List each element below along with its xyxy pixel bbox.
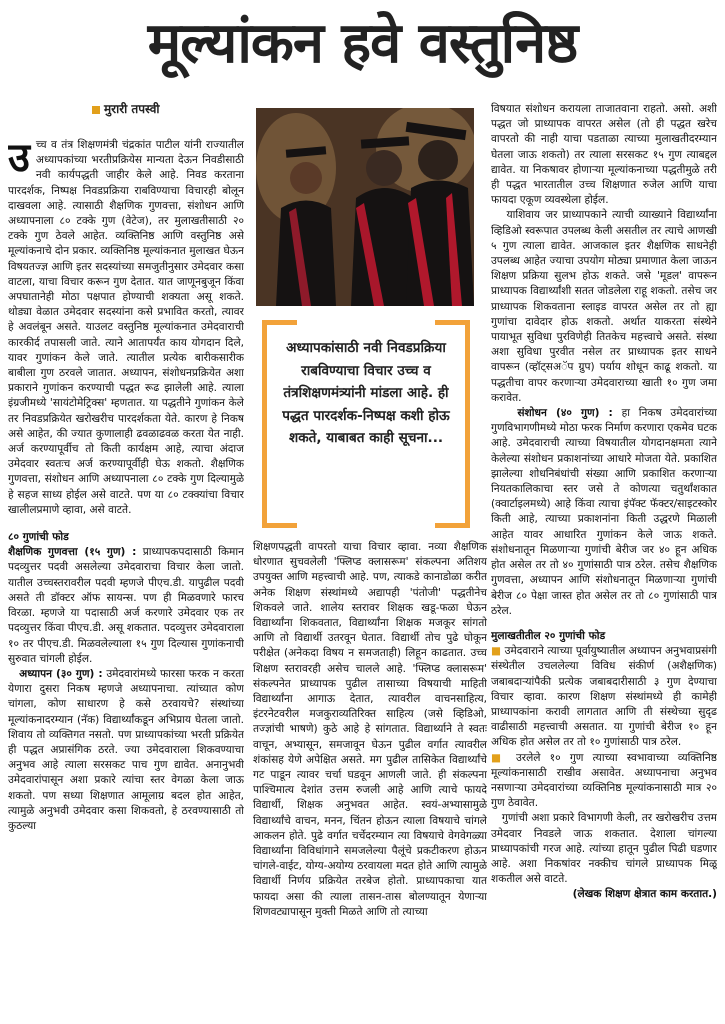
graduates-photo (256, 108, 474, 306)
conclusion-text: गुणांची अशा प्रकारे विभागणी केली, तर खरोखरीच उत्तम उमेदवार निवडले जाऊ शकतात. देशाला चांगल्या प्राध्यापकांची गरज आहे. त्यांच्या हातून पुढील पिढी घडणार आहे. अशा निकषांवर नक्कीच चांगले प्राध्यापक मिळू शकतील असे वाटते. (491, 812, 717, 886)
subheading-teaching: अध्यापन (३० गुण) : (19, 667, 103, 680)
intro-text: च्च व तंत्र शिक्षणमंत्री चंद्रकांत पाटील यांनी राज्यातील अध्यापकांच्या भरतीप्रक्रियेस मान्यता देऊन निवडीसाठी नवी कार्यपद्धती जाहीर केले आहे. निवड करताना पारदर्शक, निष्पक्ष निवडप्रक्रिया राबविण्याचा विचारही बोलून दाखवला आहे. त्यासाठी शैक्षणिक गुणवत्ता, संशोधन आणि अध्यापनाला ८० टक्के गुण (वेटेज), तर मुलाखतीसाठी २० टक्के गुण ठेवले आहेत. व्यक्तिनिष्ठ आणि वस्तुनिष्ठ असे मूल्यांकनाचे दोन प्रकार. व्यक्तिनिष्ठ मूल्यांकनात मुलाखत घेऊन विषयतज्ज्ञ आणि इतर सदस्यांच्या समजुतीनुसार उमेदवार कसा वाटला, याचा विचार करून गुण देतात. यात जाणूनबुजून किंवा अपघातानेही मोठा पक्षपात होण्याची शक्यता असू शकते. थोड्या वेळात उमेदवार सदस्यांना कसे प्रभावित करतो, त्यावर हे अवलंबून असते. याउलट वस्तुनिष्ठ मूल्यांकनात उमेदवाराची कारकीर्द तपासली जाते. त्याने आतापर्यंत काय योगदान दिले, यावर गुणांकन केले जाते. त्यातील प्रत्येक बारीकसारीक बाबीला गुण ठरवले जातात. अध्यापन, संशोधनप्रक्रियेत अशा प्रकाराने गुणांकन करण्याची पद्धत रूढ झालेली आहे. त्याला इंग्रजीमध्ये 'सायंटोमेट्रिक्स' म्हणतात. या पद्धतीने गुणांकन केले तर निवडप्रक्रियेत खरोखरीच पारदर्शकता येते. कारण हे निकष असे आहेत, की ज्यात कुणालाही ढवळाढवळ करता येत नाही. अर्ज करण्यापूर्वीच तो किती कार्यक्षम आहे, त्याचा अंदाज उमेदवार स्वतःच अर्ज करण्यापूर्वीही घेऊ शकतो. शैक्षणिक गुणवत्ता, संशोधन आणि अध्यापनाला ८० टक्के गुण दिल्यामुळे हे सहज साध्य होईल असे वाटते. पण या ८० टक्क्यांचा विचार खालीलप्रमाणे व्हावा, असे वाटते. (8, 139, 244, 516)
interview-text-2: उरलेले १० गुण त्याच्या स्वभावाच्या व्यक्तिनिष्ठ मूल्यांकनासाठी राखीव असावेत. अध्यापनाचा अनुभव नसणाऱ्या उमेदवारांच्या व्यक्तिनिष्ठ मूल्यांकनासाठी मात्र २० गुण ठेवावेत. (491, 751, 717, 810)
teaching-text: उमेदवारांमध्ये फारसा फरक न करता येणारा दुसरा निकष म्हणजे अध्यापनाचा. त्यांच्यात कोण चांगला, कोण साधारण हे कसे ठरवायचे? संस्थांच्या मूल्यांकनादरम्यान (नॅक) विद्यार्थ्यांकडून अभिप्राय घेतला जातो. शिवाय तो व्यक्तिगत नसतो. पण प्राध्यापकांच्या भरती प्रक्रियेत ही पद्धत अप्रासंगिक ठरते. ज्या उमेदवाराला शिकवण्याचा अनुभव आहे त्याला सरसकट पाच गुण द्यावेत. अनानुभवी उमेदवारांपासून अशा प्रकारे त्यांचा स्तर वेगळा केला जाऊ शकतो. पण सध्या शिक्षणात आमूलाग्र बदल होत आहेत, त्यामुळे अनुभवी उमेदवार कसा शिकवतो, हे ठरवण्यासाठी तो कुठल्या (8, 667, 244, 832)
byline-square-icon (92, 106, 100, 114)
column-3 (491, 102, 717, 1018)
dropcap: उ (8, 138, 30, 181)
byline (92, 100, 160, 117)
research-text: हा निकष उमेदवारांच्या गुणविभागणीमध्ये मोठा फरक निर्माण करणारा एकमेव घटक आहे. उमेदवाराची त्याच्या विषयातील योगदानक्षमता त्याने केलेल्या संशोधन प्रकाशनांच्या आधारे मोजता येते. प्रकाशित झालेल्या शोधनिबंधांची संख्या आणि प्रकाशित करणाऱ्या नियतकालिकाचा स्तर जसे ते कोणत्या चतुर्थांशकात (क्वार्टाइलमध्ये) आहे किंवा त्याचा इंपॅक्ट फॅक्टर/साइटस्कोर किती आहे, त्याच्या प्रकाशनांना किती उद्धरणे मिळाली आहेत यावर आधारित गुणांकन केले जाऊ शकते. संशोधनातून मिळणाऱ्या गुणांची बेरीज जर ४० हून अधिक होत असेल तर तो ४० गुणांसाठी पात्र ठरेल. तसेच शैक्षणिक गुणवत्ता, अध्यापन आणि संशोधनातून मिळणाऱ्या गुणांची बेरीज ८० पेक्षा जास्त होत असेल तर तो ८० गुणांसाठी पात्र ठरेल. (491, 407, 717, 617)
subheading-research: संशोधन (४० गुण) : (517, 407, 613, 420)
pull-quote-box (262, 320, 470, 528)
pull-quote-gap-top (297, 320, 435, 326)
author-note: (लेखक शिक्षण क्षेत्रात काम करतात.) (572, 888, 717, 901)
research-paragraph (491, 406, 717, 619)
column-1 (8, 138, 244, 1014)
author-name: मुरारी तपस्वी (104, 102, 160, 116)
subheading-academic: शैक्षणिक गुणवत्ता (१५ गुण) : (8, 546, 137, 559)
section-heading-interview: मुलाखतीतील २० गुणांची फोड (491, 629, 606, 642)
teaching-paragraph (8, 667, 244, 834)
graduates-illustration (256, 108, 474, 306)
interview-paragraph-2 (491, 751, 717, 812)
interview-text-1: उमेदवाराने त्याच्या पूर्वायुष्यातील अध्यापन अनुभवाप्रसंगी संस्थेतील उचललेल्या विविध संकीर्ण (अशैक्षणिक) जबाबदाऱ्यांपैकी प्रत्येक जबाबदारीसाठी ३ गुण देण्याचा विचार व्हावा. कारण शिक्षण संस्थांमध्ये ही कामेही प्राध्यापकांना करावी लागतात आणि ती संस्थेच्या सुदृढ वाढीसाठी महत्त्वाची असतात. या गुणांची बेरीज १० हून अधिक होत असेल तर तो १० गुणांसाठी पात्र ठरेल. (491, 645, 717, 749)
research-intro-paragraph: विषयात संशोधन करायला ताजातवाना राहतो. असो. अशी पद्धत जो प्राध्यापक वापरत असेल (तो ही पद्धत खरेच वापरतो की नाही याचा पडताळा त्याच्या मुलाखतीदरम्यान घेतला जाऊ शकतो) तर त्याला सरसकट १५ गुण त्याबद्दल द्यावेत. या निकषावर होणाऱ्या मूल्यांकनाच्या पद्धतीमुळे तरी ही पद्धत भारतातील उच्च शिक्षणात रुजेल आणि याचा फायदा एकूण व्यवस्थेला होईल. (491, 103, 717, 207)
video-lectures-text: याशिवाय जर प्राध्यापकाने त्याची व्याख्याने विद्यार्थ्यांना व्हिडिओ स्वरूपात उपलब्ध केली असतील तर त्याचे आणखी ५ गुण त्याला द्यावेत. आजकाल इतर शैक्षणिक साधनेही उपलब्ध आहेत ज्याचा उपयोग मोठ्या प्रमाणात केला जाऊन शिक्षण प्रक्रिया सुलभ होऊ शकते. जसे 'मूडल' वापरून प्राध्यापक विद्यार्थ्यांशी सतत जोडलेला राहू शकतो. तसेच जर प्राध्यापक शिकवताना स्लाइड वापरत असेल तर तो ह्या गुणांचा दावेदार होऊ शकतो. अर्थात याकरता संस्थेने पायाभूत सुविधा पुरविणेही तितकेच महत्त्वाचे असते. संस्था अशा सुविधा पुरवीत नसेल तर प्राध्यापक इतर साधने वापरून (व्हॉट्सअॅप ग्रुप) पर्याय शोधून काढू शकतो. या पद्धतीचा वापर करणाऱ्या उमेदवाराच्या खाती १० गुण जमा करावेत. (491, 209, 717, 404)
intro-paragraph (8, 138, 244, 518)
headline: मूल्यांकन हवे वस्तुनिष्ठ (147, 11, 578, 76)
column-2 (253, 540, 487, 1016)
pull-quote-gap-bottom (297, 522, 435, 528)
conclusion-paragraph (491, 811, 717, 887)
section-heading-80-marks: ८० गुणांची फोड (8, 531, 69, 544)
academic-paragraph (8, 545, 244, 667)
pull-quote-text: अध्यापकांसाठी नवी निवडप्रक्रिया राबविण्याचा विचार उच्च व तंत्रशिक्षणमंत्र्यांनी मांडला आहे. ही पद्धत पारदर्शक-निष्पक्ष कशी होऊ शकते, याबाबत काही सूचना... (282, 340, 450, 446)
academic-text: प्राध्यापकपदासाठी किमान पदव्युत्तर पदवी असलेल्या उमेदवाराचा विचार केला जातो. यातील उच्चस्तरावरील पदवी म्हणजे पीएच.डी. यापुढील पदवी असते ती डॉक्टर ऑफ सायन्स. पण ही मिळवणारे फारच विरळा. म्हणजे या पदासाठी अर्ज करणारे उमेदवार एक तर पदव्युत्तर किंवा पीएच.डी. असू शकतात. पदव्युत्तर उमेदवाराला १० तर पीएच.डी. मिळवलेल्याला १५ गुण दिल्यास गुणांकनाची सुरुवात चांगली होईल. (8, 546, 244, 665)
video-lectures-paragraph (491, 208, 717, 406)
interview-paragraph-1 (491, 644, 717, 750)
bullet-square-icon: ■ (491, 751, 507, 764)
flipped-classroom-paragraph: शिक्षणपद्धती वापरतो याचा विचार व्हावा. नव्या शैक्षणिक धोरणात सुचवलेली 'फ्लिप्ड क्लासरूम' संकल्पना अतिशय उपयुक्त आणि महत्त्वाची आहे. पण, त्याकडे कानाडोळा करीत अनेक शिक्षण संस्थांमध्ये अद्यापही 'पंतोजी' पद्धतीनेच शिकवले जाते. शालेय स्तरावर शिक्षक खडू-फळा घेऊन विद्यार्थ्यांना शिकवतात, विद्यार्थ्यांना शिक्षक मजकूर सांगतो आणि तो विद्यार्थी उतरवून घेतात. विद्यार्थी तोच पुढे घोकून परीक्षेत (अनेकदा विषय न समजताही) लिहून काढतात. उच्च शिक्षण स्तरावरही असेच चालले आहे. 'फ्लिप्ड क्लासरूम' संकल्पनेत प्राध्यापक पुढील तासाच्या विषयाची माहिती विद्यार्थ्यांना आगाऊ देतात, त्यावरील वाचनसाहित्य, इंटरनेटवरील मजकुराव्यतिरिक्त साहित्य (जसे व्हिडिओ, तज्ज्ञांची भाषणे) कुठे आहे हे सांगतात. विद्यार्थ्याने ते स्वतः वाचून, अभ्यासून, समजावून घेऊन पुढील वर्गात त्यावरील शंकांसह येणे अपेक्षित असते. मग पुढील तासिकेत विद्यार्थ्यांचे गट पाडून त्यावर चर्चा घडवून आणली जाते. ही संकल्पना पाश्चिमात्य देशांत उत्तम रुजली आहे आणि त्याचे फायदे विद्यार्थी, शिक्षक अनुभवत आहेत. स्वयं-अभ्यासामुळे विद्यार्थ्यांचे वाचन, मनन, चिंतन होऊन त्याला विषयाचे चांगले आकलन होते. पुढे वर्गात चर्चेदरम्यान त्या विषयाचे वेगवेगळ्या विद्यार्थ्यांना विविधांगाने समजलेल्या पैलूंचे प्रकटीकरण होऊन चांगले-वाईट, योग्य-अयोग्य ठरवायला मदत होते आणि त्यामुळे विद्यार्थी निर्णय प्रक्रियेत तरबेज होतो. प्राध्यापकाचा यात फायदा असा की त्याला तासन-तास बोलण्यातून येणाऱ्या शिणवट्यापासून मुक्ती मिळते आणि तो त्याच्या (253, 541, 487, 918)
bullet-square-icon: ■ (491, 645, 502, 658)
